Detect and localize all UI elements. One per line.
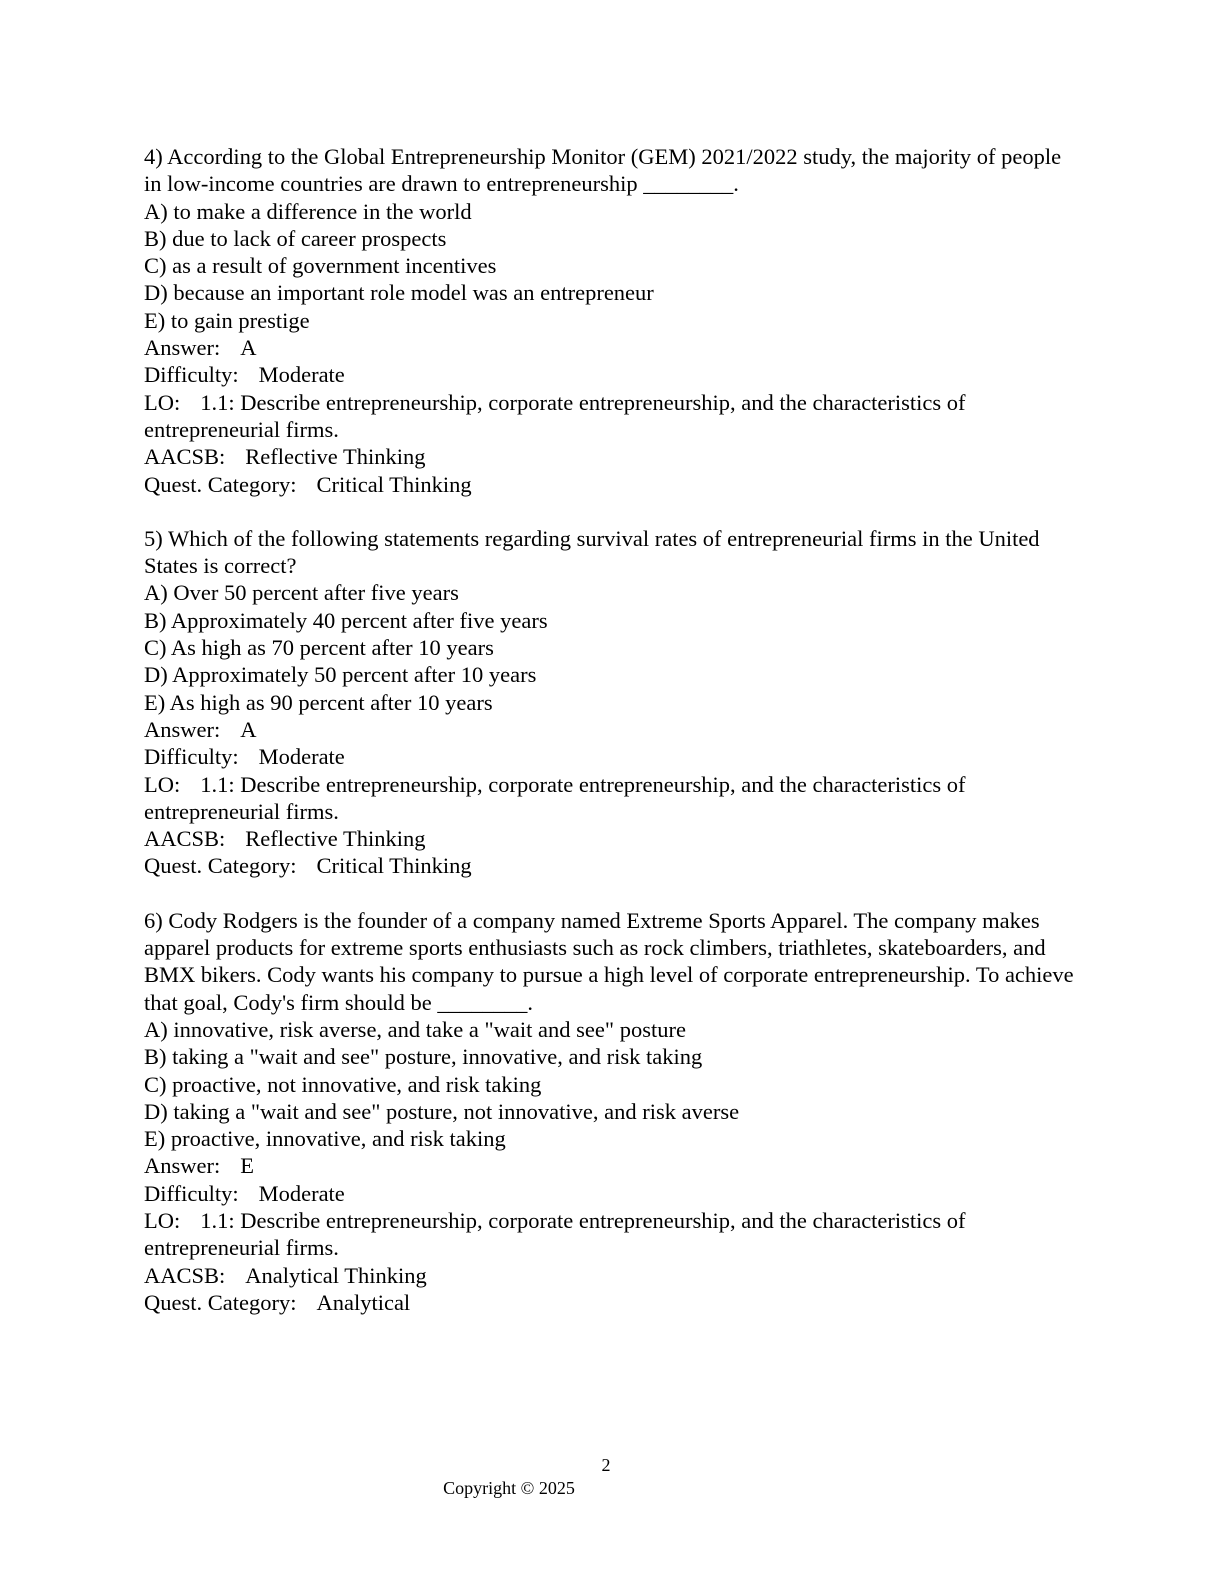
aacsb-row	[144, 1262, 1084, 1289]
answer-value: E	[240, 1153, 254, 1179]
option-b: B) taking a "wait and see" posture, innovative, and risk taking	[144, 1044, 703, 1070]
category-value: Critical Thinking	[316, 853, 472, 879]
answer-row	[144, 334, 1084, 361]
lo-label: LO:	[144, 389, 181, 415]
lo-label: LO:	[144, 1207, 181, 1233]
category-row	[144, 1289, 1084, 1316]
difficulty-row	[144, 361, 1084, 388]
category-label: Quest. Category:	[144, 471, 297, 497]
question-block	[144, 907, 1084, 1316]
question-block	[144, 525, 1084, 880]
lo-label: LO:	[144, 771, 181, 797]
lo-value: 1.1: Describe entrepreneurship, corporate entrepreneurship, and the characteristics of entrepreneurial firms.	[144, 771, 972, 824]
difficulty-value: Moderate	[258, 362, 345, 388]
answer-label: Answer:	[144, 1153, 221, 1179]
aacsb-label: AACSB:	[144, 444, 226, 470]
answer-value: A	[240, 335, 257, 361]
difficulty-value: Moderate	[258, 744, 345, 770]
difficulty-label: Difficulty:	[144, 1180, 239, 1206]
option-b: B) Approximately 40 percent after five years	[144, 607, 548, 633]
question-stem: 4) According to the Global Entrepreneurship Monitor (GEM) 2021/2022 study, the majority of people in low-income countries are drawn to entrepreneurship ________.	[144, 144, 1067, 197]
option-a: A) to make a difference in the world	[144, 198, 472, 224]
lo-row	[144, 771, 1084, 826]
answer-label: Answer:	[144, 335, 221, 361]
difficulty-value: Moderate	[258, 1180, 345, 1206]
aacsb-row	[144, 825, 1084, 852]
question-stem: 6) Cody Rodgers is the founder of a company named Extreme Sports Apparel. The company makes apparel products for extreme sports enthusiasts such as rock climbers, triathletes, skateboarders, and BMX bikers. Cody wants his company to pursue a high level of corporate entrepreneurship. To achieve that goal, Cody's firm should be ________.	[144, 907, 1080, 1015]
page-number: 2	[601, 1455, 611, 1475]
answer-label: Answer:	[144, 716, 221, 742]
aacsb-label: AACSB:	[144, 826, 226, 852]
category-label: Quest. Category:	[144, 1289, 297, 1315]
difficulty-label: Difficulty:	[144, 744, 239, 770]
category-row	[144, 471, 1084, 498]
option-c: C) proactive, not innovative, and risk taking	[144, 1071, 542, 1097]
option-e: E) As high as 90 percent after 10 years	[144, 689, 493, 715]
lo-row	[144, 389, 1084, 444]
answer-row	[144, 1152, 1084, 1179]
question-stem: 5) Which of the following statements regarding survival rates of entrepreneurial firms in the United States is correct?	[144, 525, 1046, 579]
lo-value: 1.1: Describe entrepreneurship, corporate entrepreneurship, and the characteristics of entrepreneurial firms.	[144, 1207, 972, 1261]
aacsb-value: Reflective Thinking	[245, 444, 426, 470]
lo-value: 1.1: Describe entrepreneurship, corporate entrepreneurship, and the characteristics of entrepreneurial firms.	[144, 389, 972, 442]
option-d: D) Approximately 50 percent after 10 years	[144, 662, 537, 688]
category-value: Critical Thinking	[316, 471, 472, 497]
copyright-notice: Copyright © 2025	[443, 1478, 575, 1498]
difficulty-row	[144, 743, 1084, 770]
lo-row	[144, 1207, 1084, 1262]
option-a: A) Over 50 percent after five years	[144, 580, 459, 606]
answer-value: A	[240, 716, 257, 742]
aacsb-value: Reflective Thinking	[245, 826, 426, 852]
aacsb-row	[144, 443, 1084, 470]
option-c: C) as a result of government incentives	[144, 253, 497, 279]
option-d: D) because an important role model was an entrepreneur	[144, 280, 654, 306]
option-d: D) taking a "wait and see" posture, not innovative, and risk averse	[144, 1098, 740, 1124]
option-a: A) innovative, risk averse, and take a "wait and see" posture	[144, 1016, 686, 1042]
option-e: E) to gain prestige	[144, 307, 310, 333]
answer-row	[144, 716, 1084, 743]
option-e: E) proactive, innovative, and risk taking	[144, 1126, 506, 1152]
option-b: B) due to lack of career prospects	[144, 225, 447, 251]
option-c: C) As high as 70 percent after 10 years	[144, 635, 494, 661]
difficulty-row	[144, 1180, 1084, 1207]
category-row	[144, 852, 1084, 879]
aacsb-value: Analytical Thinking	[245, 1262, 427, 1288]
question-block	[144, 143, 1084, 498]
category-value: Analytical	[316, 1289, 411, 1315]
difficulty-label: Difficulty:	[144, 362, 239, 388]
category-label: Quest. Category:	[144, 853, 297, 879]
aacsb-label: AACSB:	[144, 1262, 226, 1288]
page-content	[144, 143, 1084, 1343]
